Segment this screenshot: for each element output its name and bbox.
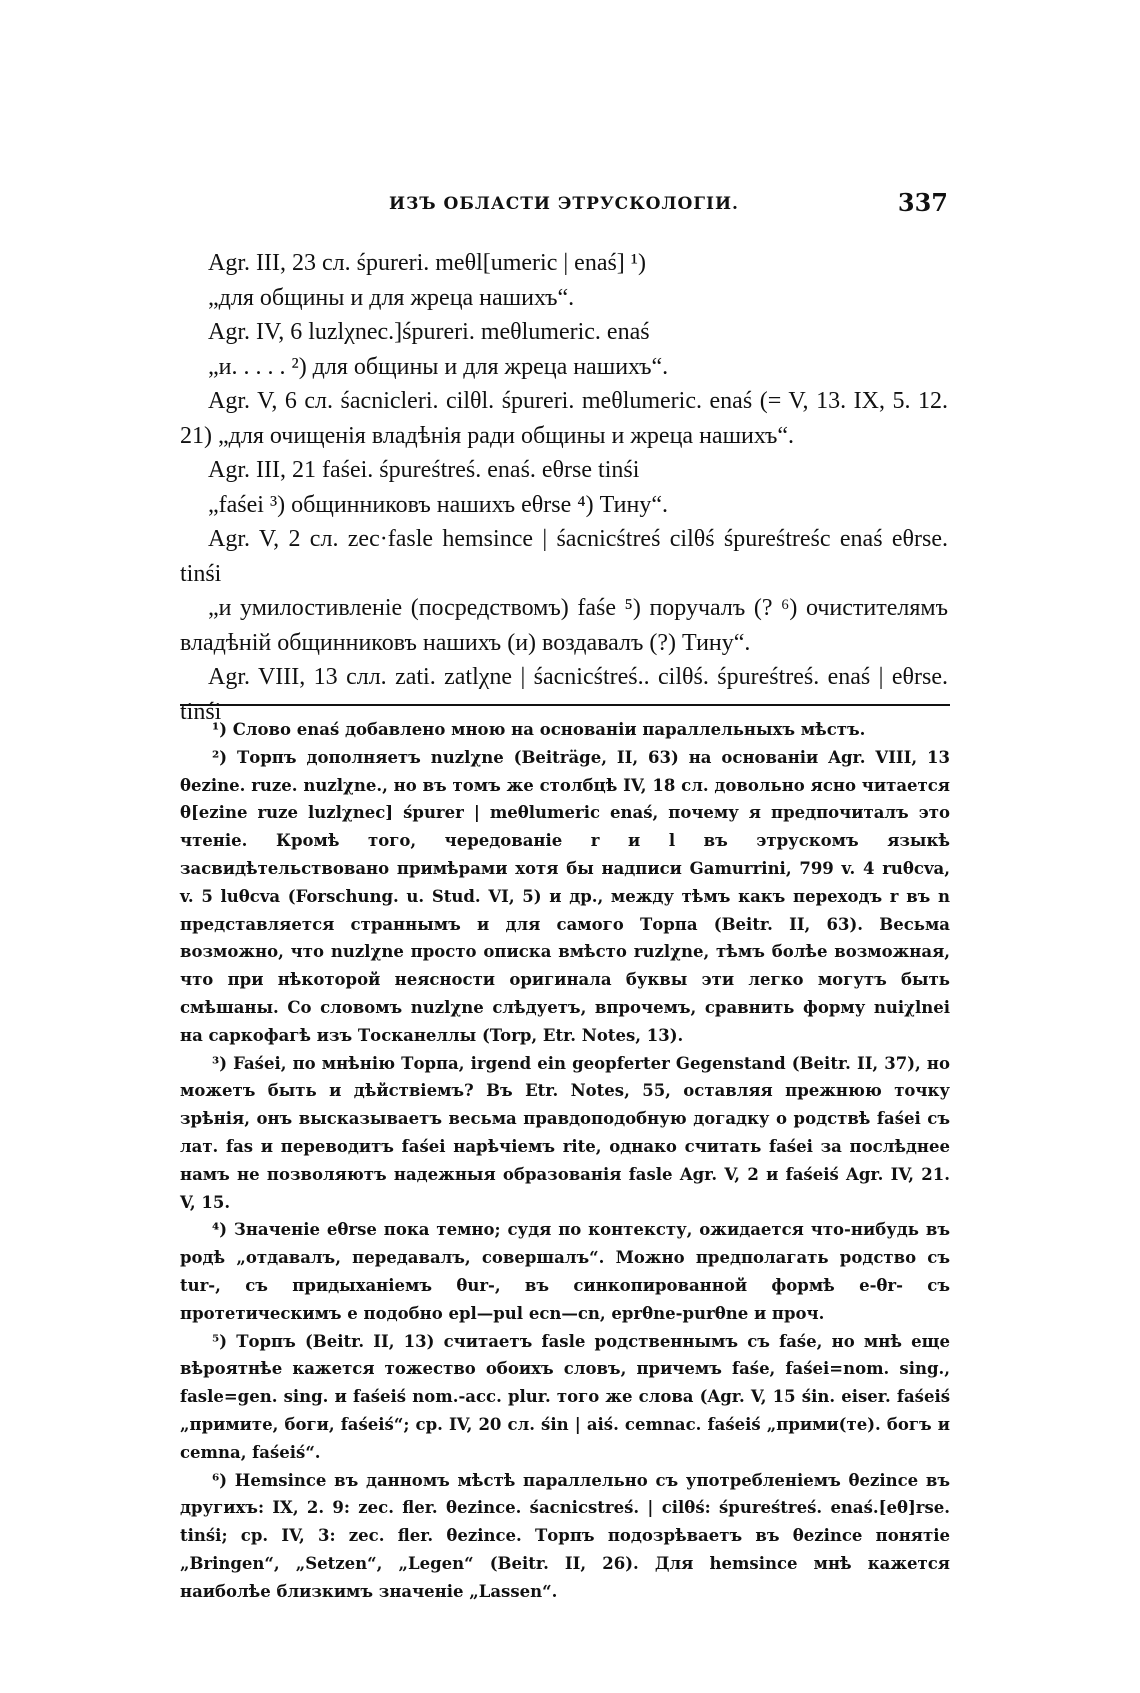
text-line: „для общины и для жреца нашихъ“. xyxy=(208,284,575,311)
footnotes xyxy=(180,716,950,1606)
text-line: Agr. V, 2 сл. zec·fasle hemsince | śacnicśtreś cilθś śpureśtreśc enaś eθrse. tinśi xyxy=(180,526,948,587)
running-head: ИЗЪ ОБЛАСТИ ЭТРУСКОЛОГІИ. xyxy=(389,194,739,214)
text-line: Agr. V, 6 сл. śacnicleri. cilθl. śpureri. meθlumeric. enaś (= V, 13. IX, 5. 12. 21) „для очищенія владѣнія ради общины и жреца нашихъ“. xyxy=(180,388,948,449)
footnote-6: ⁶) Hemsince въ данномъ мѣстѣ параллельно съ употребленіемъ θezince въ другихъ: IX, 2. 9: zec. fler. θezince. śacnicstreś. | cilθś: śpureśtreś. enaś.[eθ]rse. tinśi; ср. IV, 3: zec. fler. θezince. Торпъ подозрѣваетъ въ θezince понятіе „Bringen“, „Setzen“, „Legen“ (Beitr. II, 26). Для hemsince мнѣ кажется наиболѣе близкимъ значеніе „Lassen“. xyxy=(180,1470,950,1601)
text-line: Agr. IV, 6 luzlχnec.]śpureri. meθlumeric. enaś xyxy=(208,319,650,345)
text-line: „и. . . . . ²) для общины и для жреца нашихъ“. xyxy=(208,353,669,380)
text-line: Agr. VIII, 13 слл. zati. zatlχne | śacnicśtreś.. cilθś. śpureśtreś. enaś | eθrse. tinśi xyxy=(180,664,948,725)
footnote-divider xyxy=(180,704,950,706)
footnote-4: ⁴) Значеніе eθrse пока темно; судя по контексту, ожидается что-нибудь въ родѣ „отдавалъ, передавалъ, совершалъ“. Можно предполагать родство съ tur-, съ придыханіемъ θur-, въ синкопированной формѣ e-θr- съ протетическимъ e подобно epl—pul ecn—cn, eprθne-purθne и проч. xyxy=(180,1220,950,1323)
text-line: „faśei ³) общинниковъ нашихъ eθrse ⁴) Тину“. xyxy=(208,491,669,518)
main-text xyxy=(180,246,948,729)
footnote-3: ³) Faśei, по мнѣнію Торпа, irgend ein geopferter Gegenstand (Beitr. II, 37), но можетъ быть и дѣйствіемъ? Въ Etr. Notes, 55, оставляя прежнюю точку зрѣнія, онъ высказываетъ весьма правдоподобную догадку о родствѣ faśei съ лат. fas и переводитъ faśei нарѣчіемъ rite, однако считать faśei за послѣднее намъ не позволяютъ надежныя образованія fasle Agr. V, 2 и faśeiś Agr. IV, 21. V, 15. xyxy=(180,1053,950,1212)
page-header xyxy=(180,188,948,222)
text-line: Agr. III, 23 сл. śpureri. meθl[umeric | enaś] ¹) xyxy=(208,250,646,276)
footnote-2: ²) Торпъ дополняетъ nuzlχne (Beiträge, II, 63) на основаніи Agr. VIII, 13 θezine. ruze. nuzlχne., но въ томъ же столбцѣ IV, 18 сл. довольно ясно читается θ[ezine ruze luzlχnec] śpurer | meθlumeric enaś, почему я предпочиталъ это чтеніе. Кромѣ того, чередованіе r и l въ этрускомъ языкѣ засвидѣтельствовано примѣрами хотя бы надписи Gamurrini, 799 v. 4 ruθcva, v. 5 luθcva (Forschung. u. Stud. VI, 5) и др., между тѣмъ какъ переходъ r въ n представляется страннымъ и для самого Торпа (Beitr. II, 63). Весьма возможно, что nuzlχne просто описка вмѣсто ruzlχne, тѣмъ болѣе возможная, что при нѣкоторой неясности оригинала буквы эти легко могутъ быть смѣшаны. Со словомъ nuzlχne слѣдуетъ, впрочемъ, сравнить форму nuiχlnei на саркофагѣ изъ Тосканеллы (Torp, Etr. Notes, 13). xyxy=(180,747,950,1045)
footnote-1: ¹) Слово enaś добавлено мною на основаніи параллельныхъ мѣстъ. xyxy=(212,720,866,739)
text-line: „и умилостивленіе (посредствомъ) faśe ⁵) поручалъ (? ⁶) очистителямъ владѣній общинниковъ нашихъ (и) воздавалъ (?) Тину“. xyxy=(180,595,948,656)
page-number: 337 xyxy=(897,188,948,217)
footnote-5: ⁵) Торпъ (Beitr. II, 13) считаетъ fasle родственнымъ съ faśe, но мнѣ еще вѣроятнѣе кажется тожество обоихъ словъ, причемъ faśe, faśei=nom. sing., fasle=gen. sing. и faśeiś nom.-acc. plur. того же слова (Agr. V, 15 śin. eiser. faśeiś „примите, боги, faśeiś“; ср. IV, 20 сл. śin | aiś. cemnac. faśeiś „прими(те). богъ и cemna, faśeiś“. xyxy=(180,1331,950,1462)
text-line: Agr. III, 21 faśei. śpureśtreś. enaś. eθrse tinśi xyxy=(208,457,640,483)
